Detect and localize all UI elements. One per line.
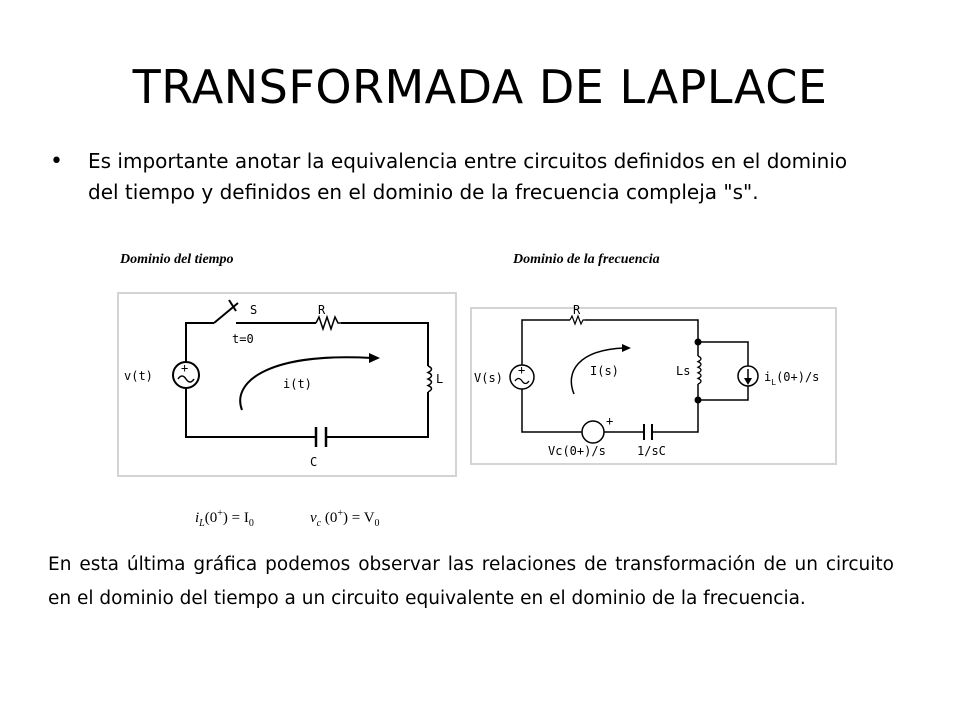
svg-text:+: + (606, 414, 614, 428)
current-source-label: $i_L(0+)/s$ (764, 370, 820, 387)
current-source-icon (738, 366, 758, 386)
freq-inductor-icon (698, 356, 701, 384)
voltage-source-icon (173, 361, 199, 388)
bullet-dot-icon: • (50, 149, 63, 174)
inductor-label: L (436, 372, 444, 386)
initial-voltage-label: Vc(0+)/s (548, 444, 606, 458)
node-top-dot (695, 339, 702, 346)
bullet-text: Es importante anotar la equivalencia entre circuitos definidos en el dominio del tiempo y definidos en el dominio de la frecuencia compleja "s". (88, 149, 848, 204)
resistor-label: R (318, 303, 326, 317)
time-domain-circuit (118, 293, 456, 476)
switch-time-label: t=0 (232, 332, 254, 346)
svg-text:+: + (518, 363, 526, 377)
freq-domain-heading: Dominio de la frecuencia (513, 252, 660, 267)
time-domain-heading: Dominio del tiempo (120, 252, 234, 267)
freq-inductor-label: Ls (676, 364, 691, 378)
source-label: v(t) (124, 369, 153, 383)
freq-domain-circuit (471, 303, 836, 464)
circuit-diagrams (0, 240, 960, 540)
freq-current-label: I(s) (590, 364, 619, 378)
switch-icon (214, 300, 238, 323)
freq-source-label: V(s) (474, 371, 503, 385)
initial-voltage-source-icon (582, 414, 613, 443)
svg-text:+: + (181, 361, 189, 375)
vc-initial-condition: $v_c$ $(0^+) = V_0$ (310, 508, 380, 529)
bullet-item (50, 146, 880, 208)
resistor-icon (316, 317, 341, 329)
freq-resistor-label: R (573, 303, 581, 317)
conclusion-paragraph: En esta última gráfica podemos observar las relaciones de transformación de un circuito en el dominio del tiempo a un circuito equivalente en el dominio de la frecuencia. (48, 554, 894, 609)
inductor-icon (428, 366, 432, 392)
il-initial-condition: $i_L(0^+) = I_0$ (195, 508, 254, 529)
freq-resistor-icon (570, 316, 585, 324)
freq-capacitor-label: 1/sC (637, 444, 666, 458)
current-label: i(t) (283, 377, 312, 391)
switch-label: S (250, 303, 258, 317)
slide-title: TRANSFORMADA DE LAPLACE (132, 60, 828, 114)
capacitor-label: C (310, 455, 318, 469)
node-bottom-dot (695, 397, 702, 404)
capacitor-icon (316, 427, 326, 447)
freq-capacitor-icon (644, 424, 652, 440)
freq-voltage-source-icon (510, 363, 534, 389)
